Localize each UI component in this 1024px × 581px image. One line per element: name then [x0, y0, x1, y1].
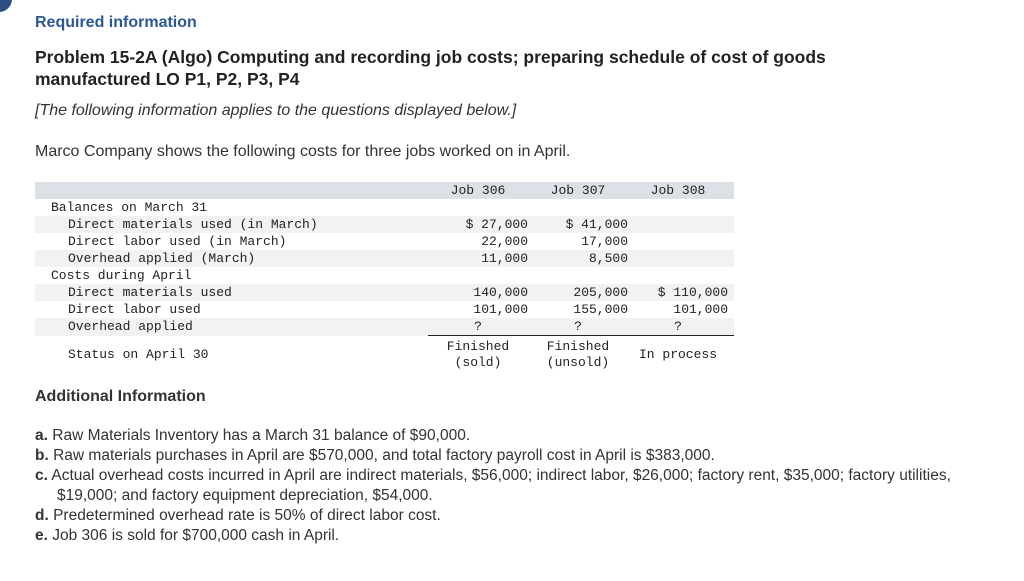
table-row: Overhead applied (March) 11,000 8,500	[35, 250, 734, 267]
column-header: Job 307	[528, 182, 628, 199]
column-header: Job 306	[428, 182, 528, 199]
table-header	[35, 182, 734, 199]
list-item: c. Actual overhead costs incurred in April are indirect materials, $56,000; indirect labor, $26,000; factory rent, $35,000; factory utilities, $19,000; and factory equipment depreciation, $54,000.	[35, 467, 951, 504]
status-row: Status on April 30 Finished (sold) Finished (unsold) In process	[68, 339, 717, 370]
corner-badge	[0, 0, 12, 12]
column-header: Job 308	[628, 182, 734, 199]
table-row: Balances on March 31	[51, 200, 208, 215]
table-row: Direct materials used (in March) $ 27,000 $ 41,000	[35, 216, 734, 233]
job-costs-table	[35, 182, 734, 372]
required-information-heading: Required information	[35, 14, 197, 31]
table-row: Direct labor used (in March) 22,000 17,000	[68, 234, 628, 249]
table-row: Overhead applied ? ? ?	[35, 318, 734, 336]
intro-text: Marco Company shows the following costs for three jobs worked on in April.	[35, 143, 571, 160]
table-row: Direct labor used 101,000 155,000 101,000	[68, 302, 728, 317]
list-item: b. Raw materials purchases in April are $570,000, and total factory payroll cost in April is $383,000.	[35, 447, 715, 464]
problem-title: Problem 15-2A (Algo) Computing and recording job costs; preparing schedule of cost of goods manufactured LO P1, P2, P3, P4	[35, 47, 826, 89]
table-row: Costs during April	[51, 268, 192, 283]
list-item: e. Job 306 is sold for $700,000 cash in April.	[35, 527, 340, 544]
list-item: d. Predetermined overhead rate is 50% of direct labor cost.	[35, 507, 441, 524]
table-row: Direct materials used 140,000 205,000 $ 110,000	[35, 284, 734, 301]
additional-info-heading: Additional Information	[35, 388, 206, 405]
info-note: [The following information applies to the questions displayed below.]	[35, 102, 517, 119]
list-item: a. Raw Materials Inventory has a March 31 balance of $90,000.	[35, 427, 471, 444]
additional-info-list	[35, 426, 995, 546]
